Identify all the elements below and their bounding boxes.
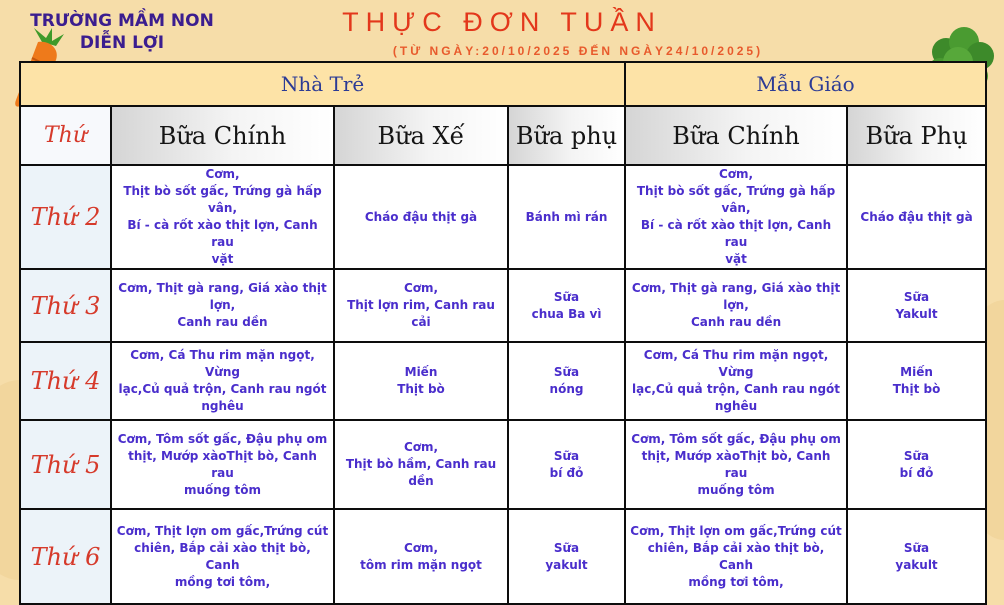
- nt-bua-phu-cell: Bánh mì rán: [508, 165, 625, 269]
- nt-bua-chinh-cell: Cơm, Cá Thu rim mặn ngọt, Vừng lạc,Củ quả trộn, Canh rau ngót nghêu: [111, 342, 334, 420]
- day-label: Thứ 4: [20, 342, 111, 420]
- mg-bua-phu-cell: Sữa yakult: [847, 509, 986, 604]
- weekly-menu-table: [19, 61, 987, 605]
- mg-bua-phu-cell: Cháo đậu thịt gà: [847, 165, 986, 269]
- nt-bua-xe-cell: Cơm, tôm rim mặn ngọt: [334, 509, 508, 604]
- nt-bua-phu-cell: Sữa bí đỏ: [508, 420, 625, 509]
- mg-bua-phu-cell: Sữa bí đỏ: [847, 420, 986, 509]
- school-name-line1: TRƯỜNG MẦM NON: [30, 11, 214, 31]
- table-row: [20, 420, 986, 509]
- header-mg-bua-phu: Bữa Phụ: [847, 106, 986, 165]
- header-nt-bua-chinh: Bữa Chính: [111, 106, 334, 165]
- nt-bua-chinh-cell: Cơm, Tôm sốt gấc, Đậu phụ om thịt, Mướp xàoThịt bò, Canh rau muống tôm: [111, 420, 334, 509]
- nt-bua-chinh-cell: Cơm, Thịt lợn om gấc,Trứng cút chiên, Bắp cải xào thịt bò, Canh mồng tơi tôm,: [111, 509, 334, 604]
- mg-bua-chinh-cell: Cơm, Thịt gà rang, Giá xào thịt lợn, Canh rau dền: [625, 269, 847, 342]
- table-row: [20, 269, 986, 342]
- table-row: [20, 165, 986, 269]
- page-title: THỰC ĐƠN TUẦN: [342, 7, 662, 37]
- column-header-row: [20, 106, 986, 165]
- nt-bua-xe-cell: Cháo đậu thịt gà: [334, 165, 508, 269]
- nt-bua-xe-cell: Cơm, Thịt bò hầm, Canh rau dền: [334, 420, 508, 509]
- table-row: [20, 342, 986, 420]
- mg-bua-phu-cell: Sữa Yakult: [847, 269, 986, 342]
- day-label: Thứ 3: [20, 269, 111, 342]
- nt-bua-phu-cell: Sữa yakult: [508, 509, 625, 604]
- mg-bua-phu-cell: Miến Thịt bò: [847, 342, 986, 420]
- mg-bua-chinh-cell: Cơm, Cá Thu rim mặn ngọt, Vừng lạc,Củ quả trộn, Canh rau ngót nghêu: [625, 342, 847, 420]
- mg-bua-chinh-cell: Cơm, Thịt bò sốt gấc, Trứng gà hấp vân, Bí - cà rốt xào thịt lợn, Canh rau vặt: [625, 165, 847, 269]
- header-nt-bua-xe: Bữa Xế: [334, 106, 508, 165]
- day-label: Thứ 2: [20, 165, 111, 269]
- header-mg-bua-chinh: Bữa Chính: [625, 106, 847, 165]
- nt-bua-chinh-cell: Cơm, Thịt gà rang, Giá xào thịt lợn, Canh rau dền: [111, 269, 334, 342]
- nt-bua-phu-cell: Sữa nóng: [508, 342, 625, 420]
- nt-bua-chinh-cell: Cơm, Thịt bò sốt gấc, Trứng gà hấp vân, Bí - cà rốt xào thịt lợn, Canh rau vặt: [111, 165, 334, 269]
- nt-bua-xe-cell: Cơm, Thịt lợn rim, Canh rau cải: [334, 269, 508, 342]
- date-range: (TỪ NGÀY:20/10/2025 ĐẾN NGÀY24/10/2025): [392, 44, 764, 58]
- school-name-line2: DIỄN LỢI: [79, 33, 165, 53]
- day-label: Thứ 6: [20, 509, 111, 604]
- group-header-row: [20, 62, 986, 106]
- nt-bua-phu-cell: Sữa chua Ba vì: [508, 269, 625, 342]
- mg-bua-chinh-cell: Cơm, Tôm sốt gấc, Đậu phụ om thịt, Mướp xàoThịt bò, Canh rau muống tôm: [625, 420, 847, 509]
- group-nha-tre: Nhà Trẻ: [20, 62, 625, 106]
- mg-bua-chinh-cell: Cơm, Thịt lợn om gấc,Trứng cút chiên, Bắp cải xào thịt bò, Canh mồng tơi tôm,: [625, 509, 847, 604]
- day-label: Thứ 5: [20, 420, 111, 509]
- header-nt-bua-phu: Bữa phụ: [508, 106, 625, 165]
- group-mau-giao: Mẫu Giáo: [625, 62, 986, 106]
- nt-bua-xe-cell: Miến Thịt bò: [334, 342, 508, 420]
- header-thu: Thứ: [20, 106, 111, 165]
